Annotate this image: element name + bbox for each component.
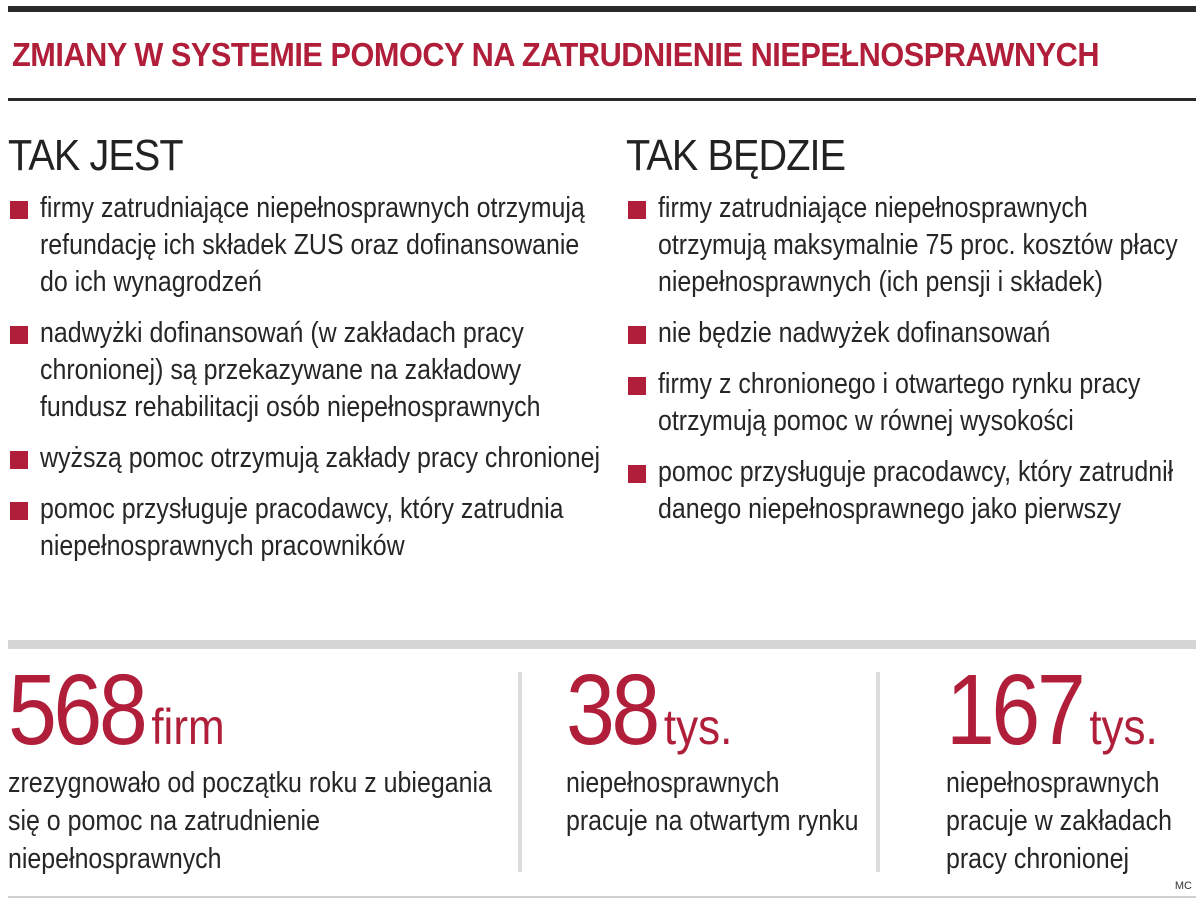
list-item: pomoc przysługuje pracodawcy, który zatrudnił danego niepełnosprawnego jako pierwszy [626,454,1196,528]
bullet-square-icon [628,377,646,395]
bullet-square-icon [628,465,646,483]
list-item: pomoc przysługuje pracodawcy, który zatrudnia niepełnosprawnych pracowników [8,491,608,565]
bullet-list-current [8,190,608,565]
bullet-square-icon [10,326,28,344]
top-rule [8,6,1196,12]
stat-unit: tys. [1089,699,1158,755]
bullet-square-icon [628,201,646,219]
list-item: wyższą pomoc otrzymują zakłady pracy chronionej [8,440,608,477]
bullet-square-icon [10,451,28,469]
stat-separator [518,672,522,872]
stat-open-market [566,654,866,840]
bullet-square-icon [628,326,646,344]
author-credit: MC [1174,880,1192,892]
bullet-square-icon [10,502,28,520]
column-current [8,130,608,579]
column-title-future: TAK BĘDZIE [626,131,846,180]
list-item: nadwyżki dofinansowań (w zakładach pracy chronionej) są przekazywane na zakładowy fundusz rehabilitacji osób niepełnosprawnych [8,315,608,426]
bullet-square-icon [10,201,28,219]
list-item: firmy z chronionego i otwartego rynku pracy otrzymują pomoc w równej wysokości [626,366,1196,440]
headline: ZMIANY W SYSTEMIE POMOCY NA ZATRUDNIENIE NIEPEŁNOSPRAWNYCH [12,36,1100,73]
list-item: firmy zatrudniające niepełnosprawnych otrzymują maksymalnie 75 proc. kosztów płacy niepełnosprawnych (ich pensji i składek) [626,190,1196,301]
stat-description: niepełnosprawnych pracuje w zakładach pracy chronionej [946,767,1172,875]
bullet-list-future [626,190,1196,528]
column-title-current: TAK JEST [8,131,183,180]
stat-firms [8,654,508,878]
stat-separator [876,672,880,872]
column-future [626,130,1196,542]
stat-number: 167 [946,654,1083,766]
stat-description: zrezygnowało od początku roku z ubiegania się o pomoc na zatrudnienie niepełnosprawnych [8,767,492,875]
stat-sheltered-workplaces [946,654,1198,878]
stat-description: niepełnosprawnych pracuje na otwartym rynku [566,767,859,837]
bottom-rule [8,896,1196,898]
headline-rule [8,98,1196,101]
stat-unit: tys. [663,699,733,755]
stat-unit: firm [151,699,225,755]
stat-number: 38 [566,654,657,766]
list-item: nie będzie nadwyżek dofinansowań [626,315,1196,352]
stats-divider [8,640,1196,649]
list-item: firmy zatrudniające niepełnosprawnych otrzymują refundację ich składek ZUS oraz dofinansowanie do ich wynagrodzeń [8,190,608,301]
stat-number: 568 [8,654,145,766]
